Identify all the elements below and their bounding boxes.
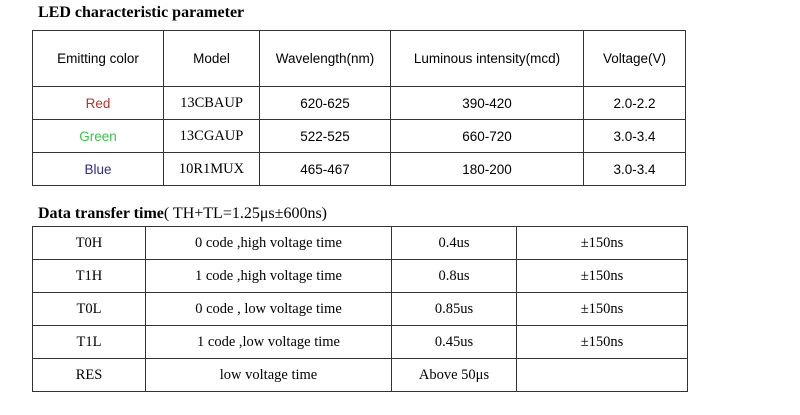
timing-row-t0h	[33, 227, 688, 260]
voltage-cell: 2.0-2.2	[584, 87, 686, 120]
timing-value: 0.45us	[392, 326, 517, 359]
voltage-cell: 3.0-3.4	[584, 120, 686, 153]
timing-row-t1h	[33, 260, 688, 293]
wavelength-cell: 465-467	[260, 153, 391, 186]
wavelength-cell: 522-525	[260, 120, 391, 153]
timing-description: low voltage time	[146, 359, 392, 392]
timing-row-res	[33, 359, 688, 392]
color-cell: Blue	[33, 153, 164, 186]
timing-description: 0 code , low voltage time	[146, 293, 392, 326]
data-transfer-title: Data transfer time	[38, 205, 164, 222]
color-cell: Green	[33, 120, 164, 153]
timing-value: 0.4us	[392, 227, 517, 260]
model-cell: 13CGAUP	[164, 120, 260, 153]
voltage-cell: 3.0-3.4	[584, 153, 686, 186]
data-transfer-heading	[38, 205, 327, 223]
led-row-red	[33, 87, 686, 120]
led-parameter-table	[32, 30, 686, 186]
model-cell: 10R1MUX	[164, 153, 260, 186]
model-cell: 13CBAUP	[164, 87, 260, 120]
intensity-cell: 390-420	[391, 87, 584, 120]
timing-tolerance: ±150ns	[517, 260, 688, 293]
header-luminous-intensity: Luminous intensity(mcd)	[391, 31, 584, 87]
timing-row-t0l	[33, 293, 688, 326]
header-model: Model	[164, 31, 260, 87]
wavelength-cell: 620-625	[260, 87, 391, 120]
timing-description: 1 code ,low voltage time	[146, 326, 392, 359]
header-emitting-color: Emitting color	[33, 31, 164, 87]
timing-code: T0L	[33, 293, 146, 326]
led-row-blue	[33, 153, 686, 186]
timing-tolerance	[517, 359, 688, 392]
timing-description: 0 code ,high voltage time	[146, 227, 392, 260]
data-transfer-subtitle: ( TH+TL=1.25μs±600ns)	[163, 205, 327, 222]
timing-description: 1 code ,high voltage time	[146, 260, 392, 293]
timing-code: RES	[33, 359, 146, 392]
timing-code: T1L	[33, 326, 146, 359]
timing-code: T1H	[33, 260, 146, 293]
led-section-title: LED characteristic parameter	[38, 4, 245, 21]
timing-row-t1l	[33, 326, 688, 359]
timing-tolerance: ±150ns	[517, 293, 688, 326]
color-cell: Red	[33, 87, 164, 120]
header-voltage: Voltage(V)	[584, 31, 686, 87]
intensity-cell: 180-200	[391, 153, 584, 186]
timing-code: T0H	[33, 227, 146, 260]
led-row-green	[33, 120, 686, 153]
timing-value: Above 50μs	[392, 359, 517, 392]
timing-tolerance: ±150ns	[517, 227, 688, 260]
timing-tolerance: ±150ns	[517, 326, 688, 359]
led-header-row	[33, 31, 686, 87]
timing-value: 0.85us	[392, 293, 517, 326]
header-wavelength: Wavelength(nm)	[260, 31, 391, 87]
timing-value: 0.8us	[392, 260, 517, 293]
data-transfer-table	[32, 226, 688, 392]
intensity-cell: 660-720	[391, 120, 584, 153]
